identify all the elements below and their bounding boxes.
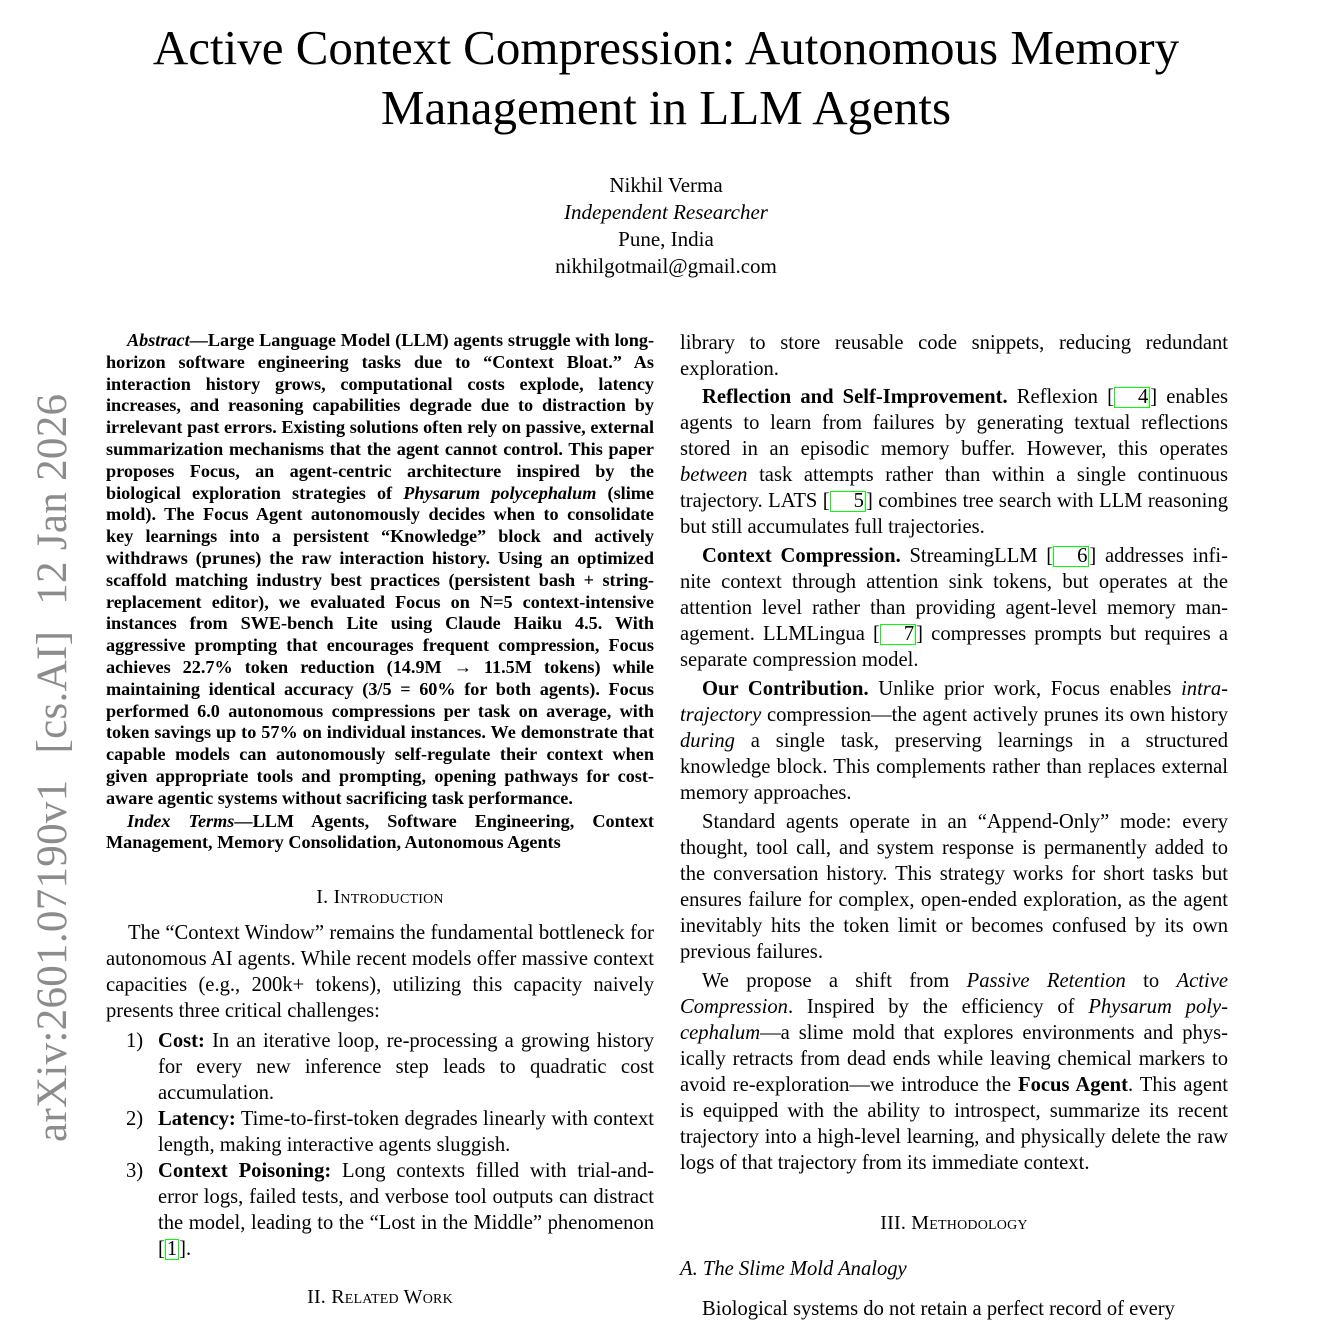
- text: StreamingLLM [: [900, 545, 1054, 567]
- paper-title: [0, 18, 1332, 138]
- challenges-list: [106, 1028, 654, 1262]
- section-heading-introduction: [106, 884, 654, 910]
- list-label: Latency:: [158, 1108, 236, 1131]
- list-number: 3): [126, 1160, 144, 1183]
- arxiv-stamp: [28, 368, 77, 1142]
- list-tail: ].: [179, 1238, 192, 1261]
- emphasis: intra-trajectory: [680, 678, 1228, 726]
- list-item: [106, 1028, 654, 1106]
- paragraph-label: Context Compression.: [702, 545, 901, 567]
- emphasis: during: [680, 730, 735, 752]
- author-location: Pune, India: [618, 227, 714, 251]
- section-number: II.: [307, 1286, 326, 1309]
- section-title: Introduction: [333, 886, 444, 909]
- related-contribution-paragraph: [680, 676, 1228, 806]
- text: ] enables agents to learn from failures by generating textual reflections stored in an episodic memory buffer. However, this operates: [680, 386, 1228, 460]
- related-continuation: library to store reusable code snippets, reducing redundant exploration.: [680, 332, 1228, 380]
- author-email[interactable]: nikhilgotmail@gmail.com: [555, 254, 777, 278]
- text: Reflexion [: [1007, 386, 1114, 408]
- citation-link[interactable]: 5: [830, 491, 866, 512]
- text: a single task, preserving learnings in a structured knowledge block. This complements rather than replaces external memory approaches.: [680, 730, 1228, 804]
- text: ] combines tree search with LLM reasoning but still accumulates full trajectories.: [680, 490, 1228, 538]
- index-terms-label: Index Terms: [127, 810, 235, 831]
- index-terms-text: —LLM Agents, Software Engineering, Context Management, Memory Consolidation, Autonomous Agents: [106, 810, 654, 853]
- list-text: Time-to-first-token degrades linearly with context length, making interactive agents sluggish.: [158, 1108, 654, 1157]
- text: We propose a shift from: [702, 970, 967, 992]
- title-line-2: Management in LLM Agents: [380, 80, 952, 135]
- intro-paragraph: The “Context Window” remains the fundamental bottleneck for autonomous AI agents. While recent models offer massive context capacities (e.g., 200k+ tokens), utilizing this capacity naively presents three critical challenges:: [106, 922, 654, 1023]
- section-title: Methodology: [911, 1212, 1028, 1234]
- text: compression—the agent actively prunes its own history: [761, 704, 1228, 726]
- arxiv-category: [cs.AI]: [29, 630, 76, 754]
- list-text: In an iterative loop, re-processing a growing history for every new inference step leads to quadratic cost accumulation.: [158, 1030, 654, 1105]
- emphasis: Physarum polycephalum: [680, 996, 1228, 1044]
- section-number: III.: [880, 1212, 907, 1234]
- citation-link[interactable]: 1: [166, 1238, 178, 1261]
- paragraph-label: Our Contribution.: [702, 678, 869, 700]
- emphasis: between: [680, 464, 748, 486]
- author-name: Nikhil Verma: [609, 173, 723, 197]
- arxiv-date: 12 Jan 2026: [29, 393, 76, 605]
- citation-link[interactable]: 7: [880, 624, 916, 645]
- author-affiliation: Independent Researcher: [564, 200, 768, 224]
- section-heading-methodology: [680, 1210, 1228, 1236]
- arxiv-id[interactable]: arXiv:2601.07190v1: [29, 779, 76, 1142]
- paragraph-label: Reflection and Self-Improvement.: [702, 386, 1008, 408]
- section-title: Related Work: [331, 1286, 453, 1309]
- abstract-italic: Physarum polycephalum: [403, 482, 597, 503]
- proposal-paragraph: [680, 968, 1228, 1176]
- text: . This agent is equipped with the ability to introspect, summarize its recent trajectory into a high-level learning, and physically delete the raw logs of that trajectory from its immediate context.: [680, 1074, 1228, 1174]
- citation-link[interactable]: 6: [1053, 546, 1089, 567]
- related-reflection-paragraph: [680, 384, 1228, 540]
- emphasis: Passive Retention: [966, 970, 1126, 992]
- related-compression-paragraph: [680, 543, 1228, 673]
- title-line-1: Active Context Compression: Autonomous Memory: [152, 20, 1180, 75]
- section-number: I.: [316, 886, 329, 909]
- citation-link[interactable]: 4: [1114, 387, 1150, 408]
- text: Unlike prior work, Focus enables: [868, 678, 1182, 700]
- emphasis: Active Compression: [680, 970, 1228, 1018]
- text: to: [1125, 970, 1177, 992]
- right-column: [680, 330, 1228, 1322]
- list-label: Cost:: [158, 1030, 205, 1053]
- list-item: 3) Context Poisoning: Long contexts filled with trial-and-error logs, failed tests, and verbose tool outputs can distract the model, leading to the “Lost in the Middle” phenomenon [1].: [126, 1160, 654, 1261]
- text: task attempts rather than within a single continuous trajectory. LATS [: [680, 464, 1228, 512]
- list-text: Long contexts filled with trial-and-error logs, failed tests, and verbose tool outputs can distract the model, leading to the “Lost in the Middle” phenomenon: [158, 1160, 654, 1235]
- standard-agents-paragraph: Standard agents operate in an “Append-Only” mode: every thought, tool call, and system response is permanently added to the conversation history. This strategy works for short tasks but ensures failure for complex, open-ended exploration, as the agent inevitably hits the token limit or becomes confused by its own previous failures.: [680, 811, 1228, 963]
- abstract-text-a: —Large Language Model (LLM) agents struggle with long-horizon software engineering tasks due to “Context Bloat.” As interaction history grows, computational costs explode, latency increases, and reasoning capabilities degrade due to distraction by irrelevant past errors. Existing solutions often rely on passive, external summarization mechanisms that the agent cannot control. This paper proposes Focus, an agent-centric architecture inspired by the biological exploration strategies of: [106, 330, 654, 503]
- text: ] compresses prompts but requires a separate compression model.: [680, 623, 1228, 671]
- list-label: Context Poisoning:: [158, 1160, 332, 1183]
- list-number: 1): [126, 1030, 144, 1053]
- strong: Focus Agent: [1017, 1074, 1128, 1096]
- text: . Inspired by the efficiency of: [787, 996, 1089, 1018]
- section-heading-related-work: [106, 1284, 654, 1310]
- subsection-heading: A. The Slime Mold Analogy: [680, 1258, 907, 1280]
- left-column: [106, 330, 654, 1310]
- text: ] addresses infinite context through attention sink tokens, but operates at the attention level rather than providing agent-level memory management. LLMLingua [: [680, 545, 1228, 645]
- methodology-first-line: Biological systems do not retain a perfect record of every: [702, 1298, 1175, 1320]
- author-block: [0, 172, 1332, 280]
- list-item: [106, 1106, 654, 1158]
- abstract-text-b: (slime mold). The Focus Agent autonomously decides when to consolidate key learnings into a persistent “Knowledge” block and actively withdraws (prunes) the raw interaction history. Using an optimized scaffold matching industry best practices (persistent bash + string-replacement editor), we evaluated Focus on N=5 context-intensive instances from SWE-bench Lite using Claude Haiku 4.5. With aggressive prompting that encourages frequent compression, Focus achieves 22.7% token reduction (14.9M → 11.5M tokens) while maintaining identical accuracy (3/5 = 60% for both agents). Focus performed 6.0 autonomous compressions per task on average, with token savings up to 57% on individual instances. We demonstrate that capable models can autonomously self-regulate their context when given appropriate tools and prompting, opening pathways for cost-aware agentic systems without sacrificing task performance.: [106, 482, 654, 808]
- text: —a slime mold that explores environments and physically retracts from dead ends while leaving chemical markers to avoid re-exploration—we introduce the: [680, 1022, 1228, 1096]
- abstract-label: Abstract: [127, 330, 190, 350]
- abstract: [106, 330, 654, 854]
- list-number: 2): [126, 1108, 144, 1131]
